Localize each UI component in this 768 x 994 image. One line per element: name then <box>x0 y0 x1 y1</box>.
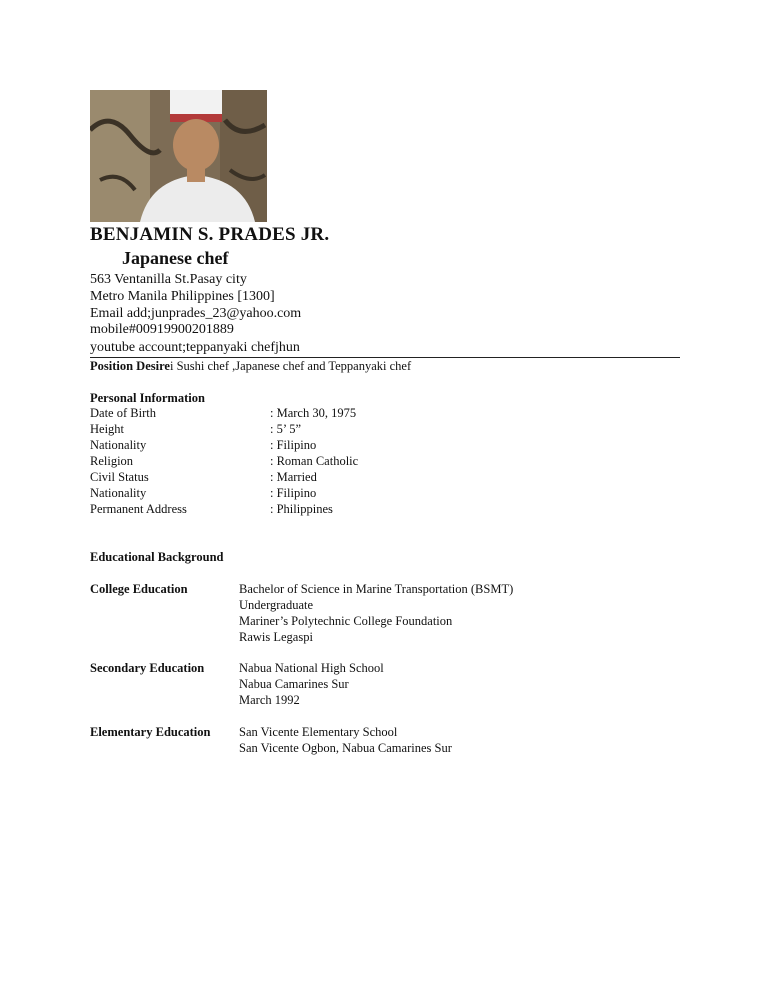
college-line-4: Rawis Legaspi <box>239 630 313 644</box>
secondary-line-3: March 1992 <box>239 693 300 707</box>
profile-photo <box>90 90 267 222</box>
address-line-2: Metro Manila Philippines [1300] <box>90 289 275 304</box>
address-line-1: 563 Ventanilla St.Pasay city <box>90 272 247 287</box>
secondary-label: Secondary Education <box>90 661 205 675</box>
job-title: Japanese chef <box>122 248 229 268</box>
divider <box>90 357 680 358</box>
position-label: Position Desire <box>90 359 170 373</box>
value-permanent-address: : Philippines <box>270 502 333 516</box>
label-religion: Religion <box>90 454 134 468</box>
position-value: i Sushi chef ,Japanese chef and Teppanyaki chef <box>169 359 412 373</box>
label-nationality-2: Nationality <box>90 486 147 500</box>
label-height: Height <box>90 422 125 436</box>
college-line-3: Mariner’s Polytechnic College Foundation <box>239 614 453 628</box>
college-label: College Education <box>90 582 188 596</box>
value-nationality: : Filipino <box>270 438 317 452</box>
secondary-line-2: Nabua Camarines Sur <box>239 677 349 691</box>
college-line-1: Bachelor of Science in Marine Transportation (BSMT) <box>239 582 514 596</box>
personal-heading: Personal Information <box>90 391 205 405</box>
college-line-2: Undergraduate <box>239 598 314 612</box>
label-nationality: Nationality <box>90 438 147 452</box>
value-civil-status: : Married <box>270 470 317 484</box>
youtube-line: youtube account;teppanyaki chefjhun <box>90 340 300 355</box>
email-line: Email add;junprades_23@yahoo.com <box>90 306 302 321</box>
elementary-line-2: San Vicente Ogbon, Nabua Camarines Sur <box>239 741 452 755</box>
value-dob: : March 30, 1975 <box>270 406 357 420</box>
position-desire <box>90 359 411 374</box>
label-permanent-address: Permanent Address <box>90 502 187 516</box>
elementary-label: Elementary Education <box>90 725 211 739</box>
chef-portrait-icon <box>90 90 267 222</box>
label-dob: Date of Birth <box>90 406 156 420</box>
candidate-name: BENJAMIN S. PRADES JR. <box>90 224 330 245</box>
secondary-line-1: Nabua National High School <box>239 661 384 675</box>
elementary-line-1: San Vicente Elementary School <box>239 725 398 739</box>
label-civil-status: Civil Status <box>90 470 149 484</box>
education-heading: Educational Background <box>90 550 224 564</box>
value-religion: : Roman Catholic <box>270 454 359 468</box>
value-height: : 5’ 5” <box>270 422 302 436</box>
mobile-line: mobile#00919900201889 <box>90 322 234 337</box>
value-nationality-2: : Filipino <box>270 486 317 500</box>
